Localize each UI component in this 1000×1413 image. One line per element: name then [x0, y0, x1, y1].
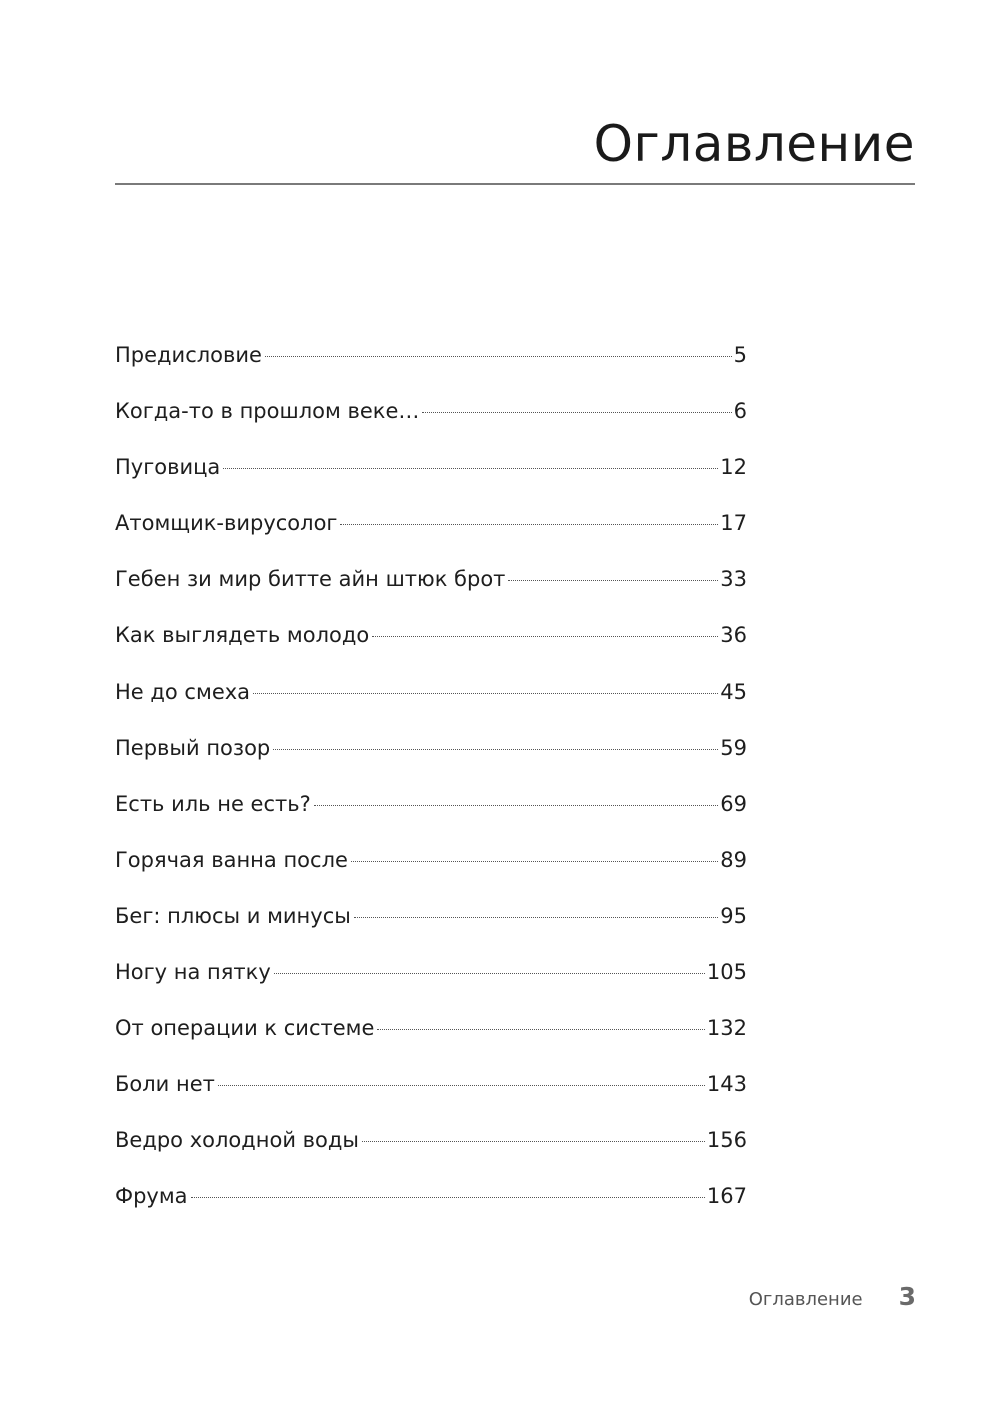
- toc-entry-title: Фрума: [115, 1184, 188, 1209]
- toc-entry-page: 105: [706, 960, 747, 985]
- toc-entry-title: Атомщик-вирусолог: [115, 511, 338, 536]
- dot-leader: [314, 805, 718, 806]
- toc-entry-title: Горячая ванна после: [115, 847, 348, 872]
- toc-entry-title: Боли нет: [115, 1072, 215, 1097]
- running-footer-label: Оглавление: [748, 1289, 863, 1310]
- toc-entry-page: 95: [720, 903, 747, 928]
- dot-leader: [372, 636, 718, 637]
- dot-leader: [340, 524, 718, 525]
- toc-entry-page: 143: [706, 1072, 747, 1097]
- toc-entry-page: 12: [720, 455, 747, 480]
- toc-entry[interactable]: [115, 731, 747, 787]
- toc-entry-page: 6: [733, 399, 747, 424]
- dot-leader: [508, 580, 718, 581]
- toc-entry-page: 156: [706, 1128, 747, 1153]
- toc-entry-title: Гебен зи мир битте айн штюк брот: [115, 567, 506, 592]
- title-divider: [115, 183, 915, 185]
- toc-entry-title: Не до смеха: [115, 679, 251, 704]
- dot-leader: [265, 356, 732, 357]
- page-footer: [749, 1282, 916, 1311]
- toc-entry-page: 69: [720, 791, 747, 816]
- toc-entry[interactable]: [115, 1011, 747, 1067]
- dot-leader: [422, 412, 731, 413]
- toc-entry[interactable]: [115, 562, 747, 618]
- toc-entry-title: Пуговица: [115, 455, 221, 480]
- toc-entry-page: 132: [706, 1016, 747, 1041]
- dot-leader: [362, 1141, 705, 1142]
- toc-entry-title: Ногу на пятку: [115, 960, 271, 985]
- toc-entry-page: 17: [720, 511, 747, 536]
- toc-entry-page: 89: [720, 847, 747, 872]
- toc-entry-title: Как выглядеть молодо: [115, 623, 370, 648]
- toc-entry-page: 59: [720, 735, 747, 760]
- toc-entry[interactable]: [115, 450, 747, 506]
- table-of-contents: [115, 338, 747, 1236]
- toc-entry-title: Первый позор: [115, 735, 271, 760]
- dot-leader: [191, 1197, 705, 1198]
- toc-entry[interactable]: [115, 787, 747, 843]
- toc-entry-page: 167: [706, 1184, 747, 1209]
- dot-leader: [218, 1085, 705, 1086]
- toc-entry[interactable]: [115, 506, 747, 562]
- toc-entry-title: Есть иль не есть?: [115, 791, 311, 816]
- toc-entry-page: 36: [720, 623, 747, 648]
- dot-leader: [377, 1029, 704, 1030]
- page-title: Оглавление: [593, 115, 915, 173]
- toc-entry-page: 5: [733, 343, 747, 367]
- toc-entry[interactable]: [115, 1067, 747, 1123]
- dot-leader: [223, 468, 718, 469]
- dot-leader: [253, 693, 718, 694]
- toc-entry-title: Бег: плюсы и минусы: [115, 903, 351, 928]
- dot-leader: [274, 973, 705, 974]
- dot-leader: [273, 749, 718, 750]
- dot-leader: [351, 861, 718, 862]
- toc-entry-title: Ведро холодной воды: [115, 1128, 359, 1153]
- toc-entry[interactable]: [115, 338, 747, 394]
- toc-entry-page: 45: [720, 679, 747, 704]
- dot-leader: [354, 917, 718, 918]
- toc-entry-title: От операции к системе: [115, 1016, 375, 1041]
- toc-entry-title: Предисловие: [115, 343, 262, 367]
- toc-entry-title: Когда-то в прошлом веке…: [115, 399, 420, 424]
- toc-entry[interactable]: [115, 1123, 747, 1179]
- toc-entry[interactable]: [115, 675, 747, 731]
- toc-entry-page: 33: [720, 567, 747, 592]
- toc-entry[interactable]: [115, 618, 747, 674]
- toc-entry[interactable]: [115, 955, 747, 1011]
- page-number: 3: [898, 1282, 916, 1311]
- toc-entry[interactable]: [115, 899, 747, 955]
- toc-entry[interactable]: [115, 394, 747, 450]
- toc-entry[interactable]: [115, 843, 747, 899]
- toc-entry[interactable]: [115, 1179, 747, 1235]
